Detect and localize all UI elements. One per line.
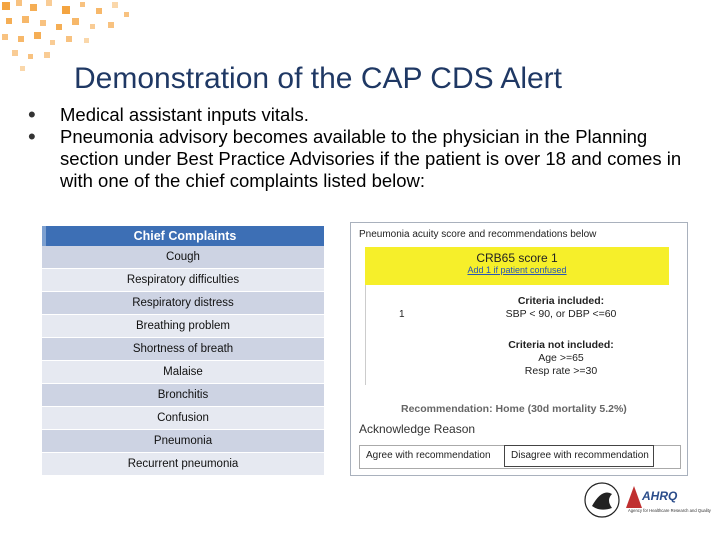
table-row: Breathing problem <box>42 315 324 338</box>
bullet-item: • Medical assistant inputs vitals. <box>28 104 698 126</box>
disagree-button[interactable]: Disagree with recommendation <box>504 445 654 467</box>
table-row: Respiratory difficulties <box>42 269 324 292</box>
slide-title: Demonstration of the CAP CDS Alert <box>74 62 562 95</box>
agree-button[interactable]: Agree with recommendation <box>366 450 491 461</box>
alert-heading: Pneumonia acuity score and recommendations below <box>359 229 597 240</box>
table-row: Cough <box>42 246 324 269</box>
criteria-included-label: Criteria included: <box>517 295 605 307</box>
table-row: Bronchitis <box>42 384 324 407</box>
logo-text: AHRQ <box>642 489 678 503</box>
table-row: Malaise <box>42 361 324 384</box>
hhs-ahrq-logo <box>582 478 711 522</box>
table-row: Shortness of breath <box>42 338 324 361</box>
table-row: Respiratory distress <box>42 292 324 315</box>
acknowledge-reason-label: Acknowledge Reason <box>359 422 476 436</box>
crb65-score: CRB65 score 1 <box>476 251 558 265</box>
criteria-not-included <box>461 339 661 378</box>
criteria-not-included-label: Criteria not included: <box>508 339 614 351</box>
criteria-included-value: SBP < 90, or DBP <=60 <box>505 308 617 320</box>
chief-complaints-table <box>42 226 324 476</box>
criteria-included <box>461 295 661 321</box>
bullet-list <box>28 104 698 192</box>
logo-subtext: Agency for Healthcare Research and Quality <box>628 508 711 513</box>
criteria-not-included-value: Resp rate >=30 <box>524 365 598 377</box>
score-number: 1 <box>399 309 405 320</box>
criteria-not-included-value: Age >=65 <box>538 352 584 364</box>
cds-alert-panel <box>350 222 688 476</box>
table-header: Chief Complaints <box>42 226 324 246</box>
score-banner <box>365 247 669 285</box>
score-note-link[interactable]: Add 1 if patient confused <box>467 265 567 275</box>
table-row: Recurrent pneumonia <box>42 453 324 476</box>
acknowledge-options <box>359 445 681 469</box>
recommendation-text: Recommendation: Home (30d mortality 5.2%) <box>401 403 627 415</box>
bullet-item: • Pneumonia advisory becomes available to the physician in the Planning section under Best Practice Advisories if the patient is over 18 and comes in with one of the chief complaints listed below: <box>28 126 698 192</box>
table-row: Confusion <box>42 407 324 430</box>
table-row: Pneumonia <box>42 430 324 453</box>
